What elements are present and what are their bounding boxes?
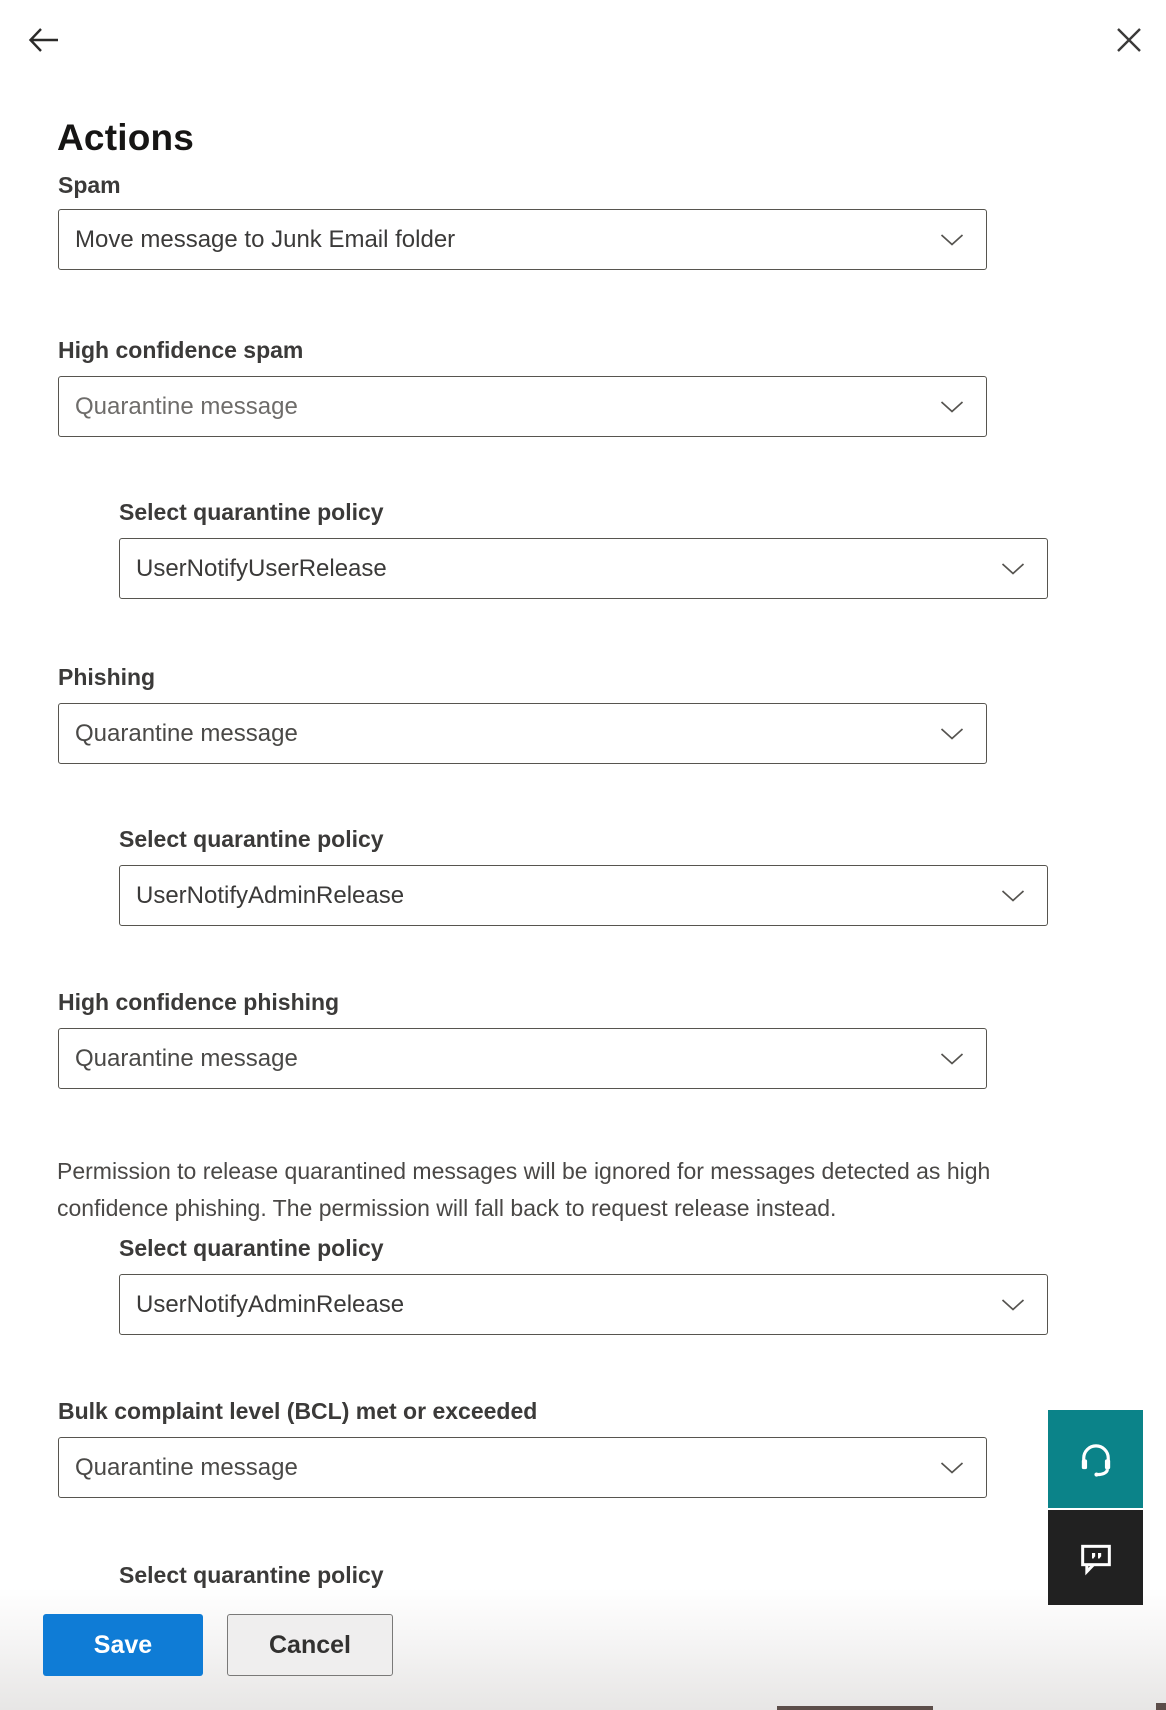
support-button[interactable] [1048, 1410, 1143, 1508]
quarantine-policy-select-1[interactable] [119, 538, 1048, 599]
chevron-down-icon [940, 400, 964, 413]
chevron-down-icon [1001, 1298, 1025, 1311]
bottom-edge-artifact [1156, 1703, 1166, 1710]
quarantine-policy-select-3[interactable] [119, 1274, 1048, 1335]
chevron-down-icon [940, 727, 964, 740]
back-button[interactable] [24, 22, 62, 58]
quarantine-policy-label-3: Select quarantine policy [119, 1235, 384, 1261]
quarantine-policy-select-2[interactable] [119, 865, 1048, 926]
bottom-edge-artifact [777, 1706, 933, 1710]
high-confidence-spam-select[interactable] [58, 376, 987, 437]
spam-label: Spam [58, 172, 121, 198]
close-icon [1114, 43, 1144, 58]
quarantine-policy-select-value-3: UserNotifyAdminRelease [136, 1290, 405, 1318]
quarantine-policy-label-4: Select quarantine policy [119, 1562, 384, 1588]
high-confidence-phishing-select[interactable] [58, 1028, 987, 1089]
bcl-label: Bulk complaint level (BCL) met or exceeded [58, 1398, 538, 1424]
chevron-down-icon [1001, 889, 1025, 902]
close-button[interactable] [1114, 25, 1144, 55]
feedback-button[interactable] [1048, 1510, 1143, 1605]
save-button[interactable]: Save [43, 1614, 203, 1676]
chevron-down-icon [940, 1052, 964, 1065]
quarantine-policy-label-2: Select quarantine policy [119, 826, 384, 852]
spam-select-value: Move message to Junk Email folder [75, 225, 456, 253]
bcl-select-value: Quarantine message [75, 1453, 298, 1481]
bcl-select[interactable] [58, 1437, 987, 1498]
high-confidence-phishing-label: High confidence phishing [58, 989, 340, 1015]
high-confidence-phishing-select-value: Quarantine message [75, 1044, 298, 1072]
phishing-label: Phishing [58, 664, 156, 690]
phishing-select[interactable] [58, 703, 987, 764]
high-confidence-spam-select-value: Quarantine message [75, 392, 298, 420]
feedback-chat-icon [1076, 1538, 1116, 1578]
chevron-down-icon [940, 233, 964, 246]
chevron-down-icon [940, 1461, 964, 1474]
back-arrow-icon [24, 46, 62, 61]
spam-select[interactable] [58, 209, 987, 270]
quarantine-policy-select-value-1: UserNotifyUserRelease [136, 554, 387, 582]
phishing-select-value: Quarantine message [75, 719, 298, 747]
page-title: Actions [57, 116, 195, 158]
quarantine-policy-label-1: Select quarantine policy [119, 499, 384, 525]
cancel-button[interactable]: Cancel [227, 1614, 393, 1676]
headset-icon [1075, 1438, 1117, 1480]
chevron-down-icon [1001, 562, 1025, 575]
high-confidence-phishing-note: Permission to release quarantined messages will be ignored for messages detected as high confidence phishing. The permission will fall back to request release instead. [57, 1158, 991, 1221]
high-confidence-spam-label: High confidence spam [58, 337, 304, 363]
quarantine-policy-select-value-2: UserNotifyAdminRelease [136, 881, 405, 909]
